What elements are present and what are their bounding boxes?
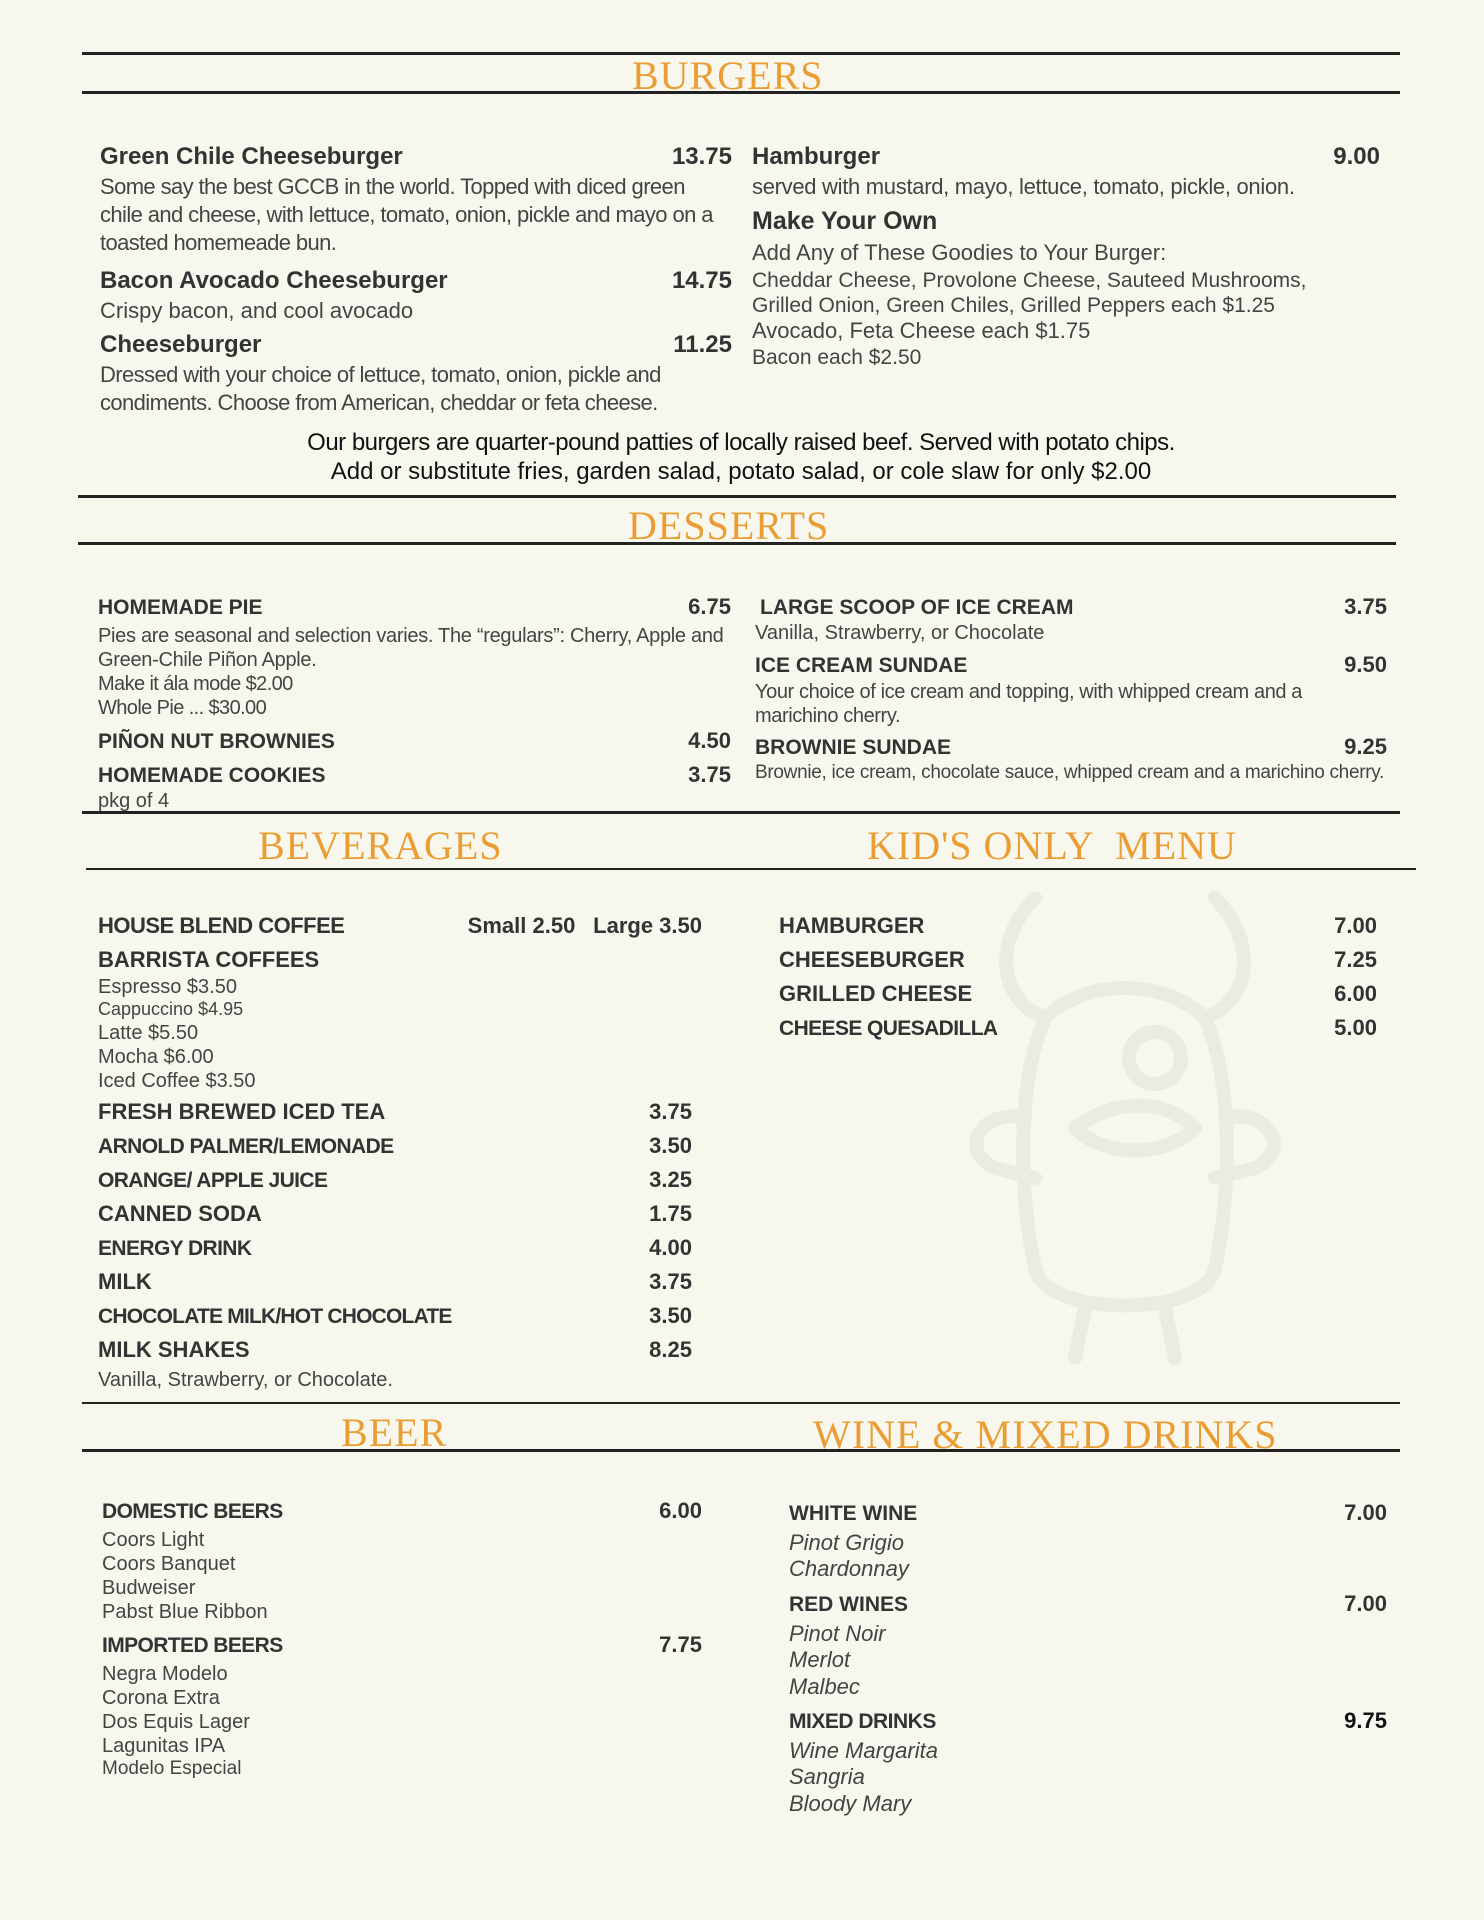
item-description: Crispy bacon, and cool avocado [100,298,414,323]
beer-column [102,1498,702,1781]
beer-option: Dos Equis Lager [102,1711,250,1733]
kids-menu-title: KID'S ONLY MENU [867,823,1237,868]
menu-item [98,1201,696,1235]
barrista-coffees-title: BARRISTA COFFEES [98,947,320,972]
item-price: 9.25 [1344,734,1387,759]
drink-option: Wine Margarita [789,1737,938,1763]
add-on-line: Grilled Onion, Green Chiles, Grilled Peppers each $1.25 [752,294,1275,318]
beer-option: Budweiser [102,1577,196,1599]
item-price: 8.25 [649,1336,692,1362]
menu-item [98,1337,696,1369]
item-description: Some say the best GCCB in the world. Topped with diced green chile and cheese, with lettuce, tomato, onion, pickle and mayo on a toasted homemeade bun. [100,174,713,255]
item-price: 3.50 [649,1132,692,1158]
burgers-note [82,428,1400,486]
white-wine-list [789,1530,1387,1583]
item-name: HAMBURGER [779,913,925,938]
menu-item [789,1708,1387,1734]
menu-item [779,913,1377,947]
beer-option: Negra Modelo [102,1663,228,1685]
item-name: GRILLED CHEESE [779,981,973,1006]
coffee-option: Mocha $6.00 [98,1045,214,1068]
item-description: Vanilla, Strawberry, or Chocolate [755,622,1045,644]
item-name: CHEESE QUESADILLA [779,1017,998,1040]
menu-item [98,1269,696,1303]
menu-item [98,913,702,939]
kids-menu-column [779,913,1377,1049]
add-on-line: Cheddar Cheese, Provolone Cheese, Sauteed Mushrooms, [752,269,1307,292]
menu-item [98,594,731,620]
item-name: MIXED DRINKS [789,1709,936,1733]
item-price: 9.50 [1344,652,1387,677]
menu-item [779,947,1377,981]
item-name: HOMEMADE PIE [98,596,263,619]
menu-item [98,1235,696,1269]
item-name: Cheeseburger [100,331,262,358]
beer-bottom-rule [82,1449,1400,1452]
burgers-right-column [752,143,1380,370]
item-description: Your choice of ice cream and topping, with whipped cream and a marichino cherry. [755,681,1303,727]
coffee-option: Latte $5.50 [98,1021,199,1044]
menu-item [98,1133,696,1167]
beer-option: Coors Light [102,1529,205,1551]
menu-item [98,762,731,788]
menu-item [779,981,1377,1015]
beer-option: Coors Banquet [102,1553,236,1575]
item-description: Brownie, ice cream, chocolate sauce, whipped cream and a marichino cherry. [755,762,1385,783]
item-name: CHOCOLATE MILK/HOT CHOCOLATE [98,1304,452,1328]
burgers-left-column [100,143,732,417]
desserts-title: DESSERTS [628,503,830,548]
add-on-line: Bacon each $2.50 [752,345,922,369]
item-name: MILK SHAKES [98,1336,250,1362]
item-name: ICE CREAM SUNDAE [755,654,968,677]
domestic-beer-list [102,1528,702,1624]
menu-item [102,1498,702,1524]
make-your-own-list [752,268,1380,370]
milk-shake-flavors: Vanilla, Strawberry, or Chocolate. [98,1368,393,1391]
beer-option: Lagunitas IPA [102,1735,226,1757]
item-price: 13.75 [671,143,732,170]
menu-item [755,652,1387,678]
item-price: 9.75 [1344,1707,1387,1733]
item-price: 3.75 [1344,594,1387,619]
item-price: 7.00 [1344,1500,1387,1525]
item-name: HOMEMADE COOKIES [98,764,326,787]
add-on-line: Avocado, Feta Cheese each $1.75 [752,318,1091,344]
menu-item [789,1500,1387,1526]
burgers-note-line-2: Add or substitute fries, garden salad, potato salad, or cole slaw for only $2.00 [330,458,1152,485]
item-name: MILK [98,1268,152,1294]
item-name: CANNED SODA [98,1200,262,1226]
item-name: BROWNIE SUNDAE [755,736,952,759]
coffee-prices [468,913,702,939]
wine-title: WINE & MIXED DRINKS [813,1412,1278,1457]
item-description: Pies are seasonal and selection varies. The “regulars”: Cherry, Apple and Green-Chile Piñon Apple. [98,625,724,671]
item-name: IMPORTED BEERS [102,1634,283,1657]
drink-option: Bloody Mary [789,1790,912,1816]
barrista-coffee-list [98,975,702,1093]
beverages-column [98,913,702,1392]
coffee-option: Espresso $3.50 [98,976,237,998]
ala-mode-line: Make it ála mode $2.00 [98,673,293,695]
item-name: Bacon Avocado Cheeseburger [100,267,448,294]
menu-item [779,1015,1377,1049]
item-price: 3.75 [688,762,731,787]
item-name: FRESH BREWED ICED TEA [98,1098,386,1124]
desserts-right-column [755,594,1387,784]
menu-item [755,734,1387,760]
wine-option: Pinot Grigio [789,1530,904,1555]
menu-item [755,594,1387,620]
item-description: served with mustard, mayo, lettuce, tomato, pickle, onion. [752,174,1295,199]
beverage-list [98,1099,696,1369]
drink-option: Sangria [789,1764,865,1790]
item-description: pkg of 4 [98,790,170,812]
beverages-top-rule [82,811,1400,814]
item-price: 11.25 [673,331,732,358]
beer-option: Corona Extra [102,1687,220,1709]
item-price: 9.00 [1333,143,1380,170]
desserts-top-rule [78,495,1396,498]
burgers-title: BURGERS [632,53,824,98]
desserts-left-column [98,594,731,814]
menu-item [98,1167,696,1201]
wine-option: Pinot Noir [789,1620,886,1646]
wine-column [789,1500,1387,1817]
menu-item [98,1303,696,1337]
whole-pie-line: Whole Pie ... $30.00 [98,697,267,719]
make-your-own-subtitle: Add Any of These Goodies to Your Burger: [752,240,1167,265]
item-price: 7.00 [1344,1590,1387,1616]
item-name: RED WINES [789,1592,909,1616]
item-name: HOUSE BLEND COFFEE [98,913,345,938]
item-name: WHITE WINE [789,1502,918,1525]
item-description: Dressed with your choice of lettuce, tomato, onion, pickle and condiments. Choose from American, cheddar or feta cheese. [100,362,661,415]
coffee-option: Iced Coffee $3.50 [98,1069,256,1092]
item-price: 6.00 [659,1498,702,1523]
menu-item [100,267,732,295]
item-price: 1.75 [649,1200,692,1226]
coffee-option: Cappuccino $4.95 [98,999,244,1019]
wine-option: Merlot [789,1647,851,1673]
desserts-bottom-rule [78,542,1396,545]
burgers-bottom-rule [82,91,1400,94]
mixed-drinks-list [789,1738,1387,1817]
item-price: 3.25 [649,1166,692,1192]
item-price: 3.75 [649,1268,692,1294]
item-name: PIÑON NUT BROWNIES [98,730,335,753]
beer-option: Pabst Blue Ribbon [102,1601,268,1623]
red-wine-list [789,1621,1387,1700]
wine-option: Chardonnay [789,1556,909,1582]
menu-item [789,1591,1387,1617]
item-name: ARNOLD PALMER/LEMONADE [98,1134,394,1158]
beer-top-rule [82,1402,1400,1404]
item-price: 5.00 [1334,1015,1377,1040]
item-name: CHEESEBURGER [779,947,965,972]
item-name: ENERGY DRINK [98,1236,252,1260]
menu-item [100,331,732,359]
beer-option: Modelo Especial [102,1758,242,1779]
menu-item [752,143,1380,171]
item-name: ORANGE/ APPLE JUICE [98,1168,328,1192]
item-price: 7.75 [659,1632,702,1657]
menu-item [102,1632,702,1658]
burgers-note-line-1: Our burgers are quarter-pound patties of locally raised beef. Served with potato chips. [307,429,1175,456]
menu-item [98,728,731,754]
coffee-small-price: Small 2.50 [467,913,576,938]
item-name: Hamburger [752,143,881,170]
beverages-title: BEVERAGES [258,823,503,868]
item-price: 7.00 [1334,913,1377,938]
wine-option: Malbec [789,1673,860,1699]
item-price: 6.75 [688,594,731,619]
item-price: 3.75 [649,1098,692,1124]
menu-item [98,1099,696,1133]
item-price: 7.25 [1334,947,1377,972]
item-name: Green Chile Cheeseburger [100,143,403,170]
item-price: 3.50 [649,1302,692,1328]
item-price: 14.75 [671,267,732,294]
beer-title: BEER [341,1410,448,1455]
item-price: 4.50 [688,728,731,753]
item-price: 4.00 [649,1234,692,1260]
make-your-own-title: Make Your Own [752,207,938,235]
item-price: 6.00 [1334,981,1377,1006]
menu-item [100,143,732,171]
coffee-large-price: Large 3.50 [593,913,702,938]
item-name: LARGE SCOOP OF ICE CREAM [760,596,1074,619]
item-name: DOMESTIC BEERS [102,1500,283,1523]
imported-beer-list [102,1662,702,1781]
